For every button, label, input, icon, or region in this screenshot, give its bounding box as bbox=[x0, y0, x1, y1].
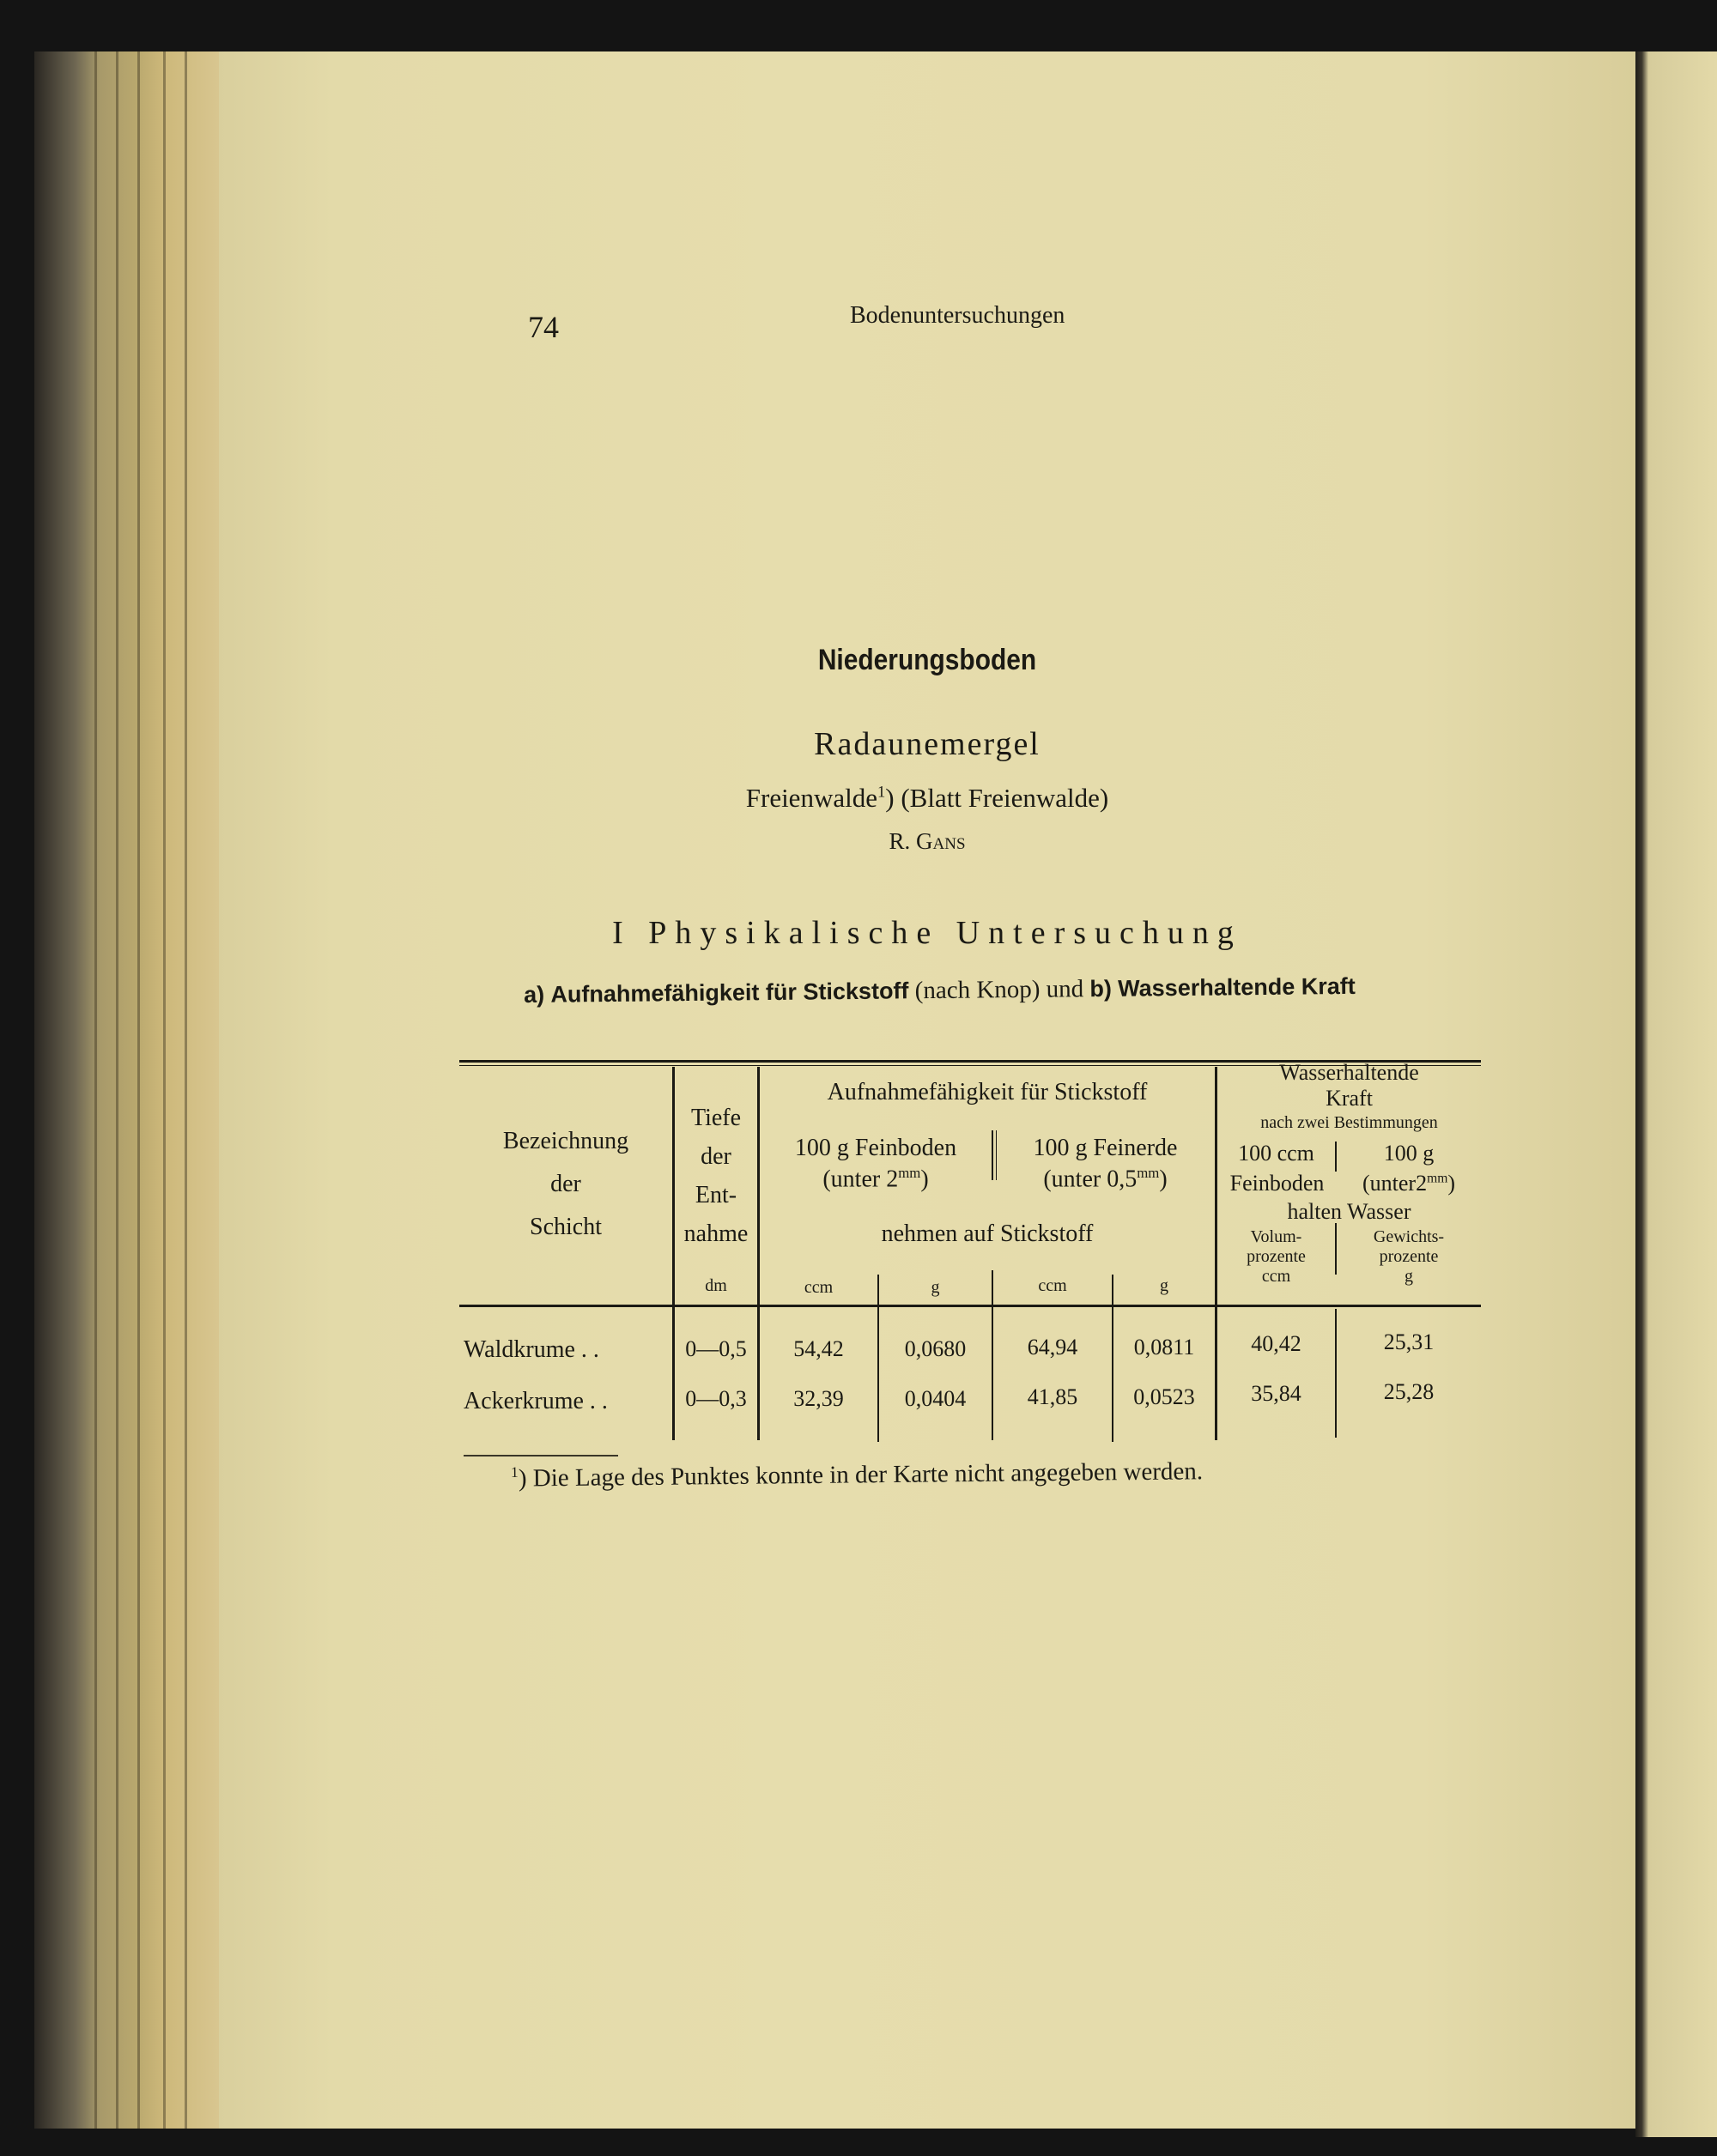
footnote-text: ) Die Lage des Punktes konnte in der Karte nicht angegeben werden. bbox=[518, 1457, 1204, 1493]
header-feinboden bbox=[760, 1133, 992, 1196]
header-tiefe-line: nahme bbox=[683, 1220, 749, 1247]
row-volum: 40,42 bbox=[1251, 1331, 1301, 1356]
page-number: 74 bbox=[528, 310, 559, 344]
row-gewicht: 25,28 bbox=[1383, 1379, 1435, 1404]
subhead-a-prefix: a) bbox=[524, 981, 545, 1008]
wasser-unter-close: ) bbox=[1447, 1171, 1456, 1196]
row-fb-ccm: 32,39 bbox=[793, 1386, 844, 1411]
feinboden-unter-text: (unter 2 bbox=[822, 1166, 899, 1193]
page-title: Niederungsboden bbox=[817, 644, 1037, 676]
header-bottom-rule bbox=[459, 1305, 1481, 1307]
row-volum: 35,84 bbox=[1251, 1381, 1301, 1406]
unit-fb-g: g bbox=[931, 1278, 940, 1297]
unit-fe-ccm: ccm bbox=[1038, 1276, 1067, 1295]
location-name: Freienwalde bbox=[745, 783, 877, 813]
subhead-b-bold: Wasserhaltende Kraft bbox=[1118, 972, 1356, 1002]
subtitle: Radaunemergel bbox=[814, 726, 1041, 762]
subhead-a-rest: (nach Knop) und bbox=[914, 975, 1084, 1005]
header-tiefe-line: der bbox=[701, 1143, 731, 1170]
header-bezeichnung-line: Schicht bbox=[530, 1214, 602, 1240]
wasser-unter-sup: mm bbox=[1427, 1171, 1448, 1186]
footnote-ref: 1 bbox=[877, 783, 886, 802]
header-volum bbox=[1217, 1227, 1335, 1287]
header-feinboden-line: 100 g Feinboden bbox=[794, 1135, 957, 1161]
row-fe-g: 0,0523 bbox=[1133, 1384, 1195, 1409]
header-feinerde-unter bbox=[996, 1164, 1215, 1196]
row-name: Ackerkrume . . bbox=[464, 1388, 608, 1414]
location-line bbox=[219, 783, 1635, 814]
header-wasser-title-line: Kraft bbox=[1326, 1086, 1373, 1111]
header-tiefe bbox=[674, 1099, 758, 1253]
running-head: Bodenuntersuchungen bbox=[850, 302, 1065, 329]
facing-page-edge bbox=[1635, 51, 1717, 2137]
footnote bbox=[511, 1457, 1203, 1493]
author-name: Gans bbox=[916, 828, 966, 854]
author-line bbox=[219, 828, 1635, 855]
row-tiefe: 0—0,5 bbox=[685, 1336, 747, 1361]
header-wasser-title-line: Wasserhaltende bbox=[1279, 1060, 1419, 1085]
book-binding bbox=[34, 51, 219, 2129]
header-wasser-title bbox=[1217, 1060, 1481, 1111]
book-page bbox=[219, 51, 1635, 2129]
subhead-b-prefix: b) bbox=[1089, 975, 1113, 1002]
header-bezeichnung-line: der bbox=[550, 1171, 581, 1197]
feinboden-unter-sup: mm bbox=[898, 1165, 921, 1182]
header-aufnahme-title: Aufnahmefähigkeit für Stickstoff bbox=[827, 1079, 1148, 1105]
header-wasser-sub: nach zwei Bestimmungen bbox=[1260, 1113, 1438, 1132]
row-tiefe: 0—0,3 bbox=[685, 1386, 747, 1411]
header-gewichts-line: g bbox=[1405, 1267, 1413, 1286]
header-wasser-halten: halten Wasser bbox=[1287, 1199, 1411, 1224]
header-wasser-feinboden: Feinboden bbox=[1229, 1171, 1325, 1196]
footnote-mark: 1 bbox=[511, 1463, 519, 1481]
header-bezeichnung bbox=[459, 1120, 672, 1249]
feinboden-unter-close: ) bbox=[920, 1166, 929, 1193]
header-tiefe-line: Tiefe bbox=[690, 1105, 742, 1131]
table-subheading bbox=[524, 972, 1356, 1009]
header-feinerde bbox=[996, 1133, 1215, 1196]
header-volum-line: ccm bbox=[1261, 1267, 1291, 1286]
header-feinerde-line: 100 g Feinerde bbox=[1033, 1135, 1178, 1161]
row-fe-ccm: 41,85 bbox=[1027, 1384, 1078, 1409]
header-feinboden-unter bbox=[760, 1164, 992, 1196]
header-volum-line: prozente bbox=[1247, 1247, 1306, 1266]
col-rule-aufnahme-top bbox=[992, 1130, 993, 1180]
row-fb-ccm: 54,42 bbox=[793, 1336, 844, 1361]
header-gewichts-line: Gewichts- bbox=[1373, 1227, 1445, 1246]
footnote-rule bbox=[464, 1455, 618, 1457]
header-wasser-g: 100 g bbox=[1383, 1141, 1435, 1166]
row-fe-g: 0,0811 bbox=[1133, 1335, 1195, 1360]
header-wasser-unter bbox=[1337, 1169, 1481, 1198]
feinerde-unter-close: ) bbox=[1159, 1166, 1168, 1193]
header-wasser-ccm: 100 ccm bbox=[1238, 1141, 1314, 1166]
header-tiefe-unit: dm bbox=[705, 1276, 727, 1295]
section-heading: I Physikalische Untersuchung bbox=[612, 915, 1242, 951]
data-table bbox=[459, 1060, 1481, 1446]
feinerde-unter-sup: mm bbox=[1137, 1165, 1160, 1182]
header-gewichts bbox=[1337, 1227, 1481, 1287]
feinerde-unter-text: (unter 0,5 bbox=[1043, 1166, 1138, 1193]
header-bezeichnung-line: Bezeichnung bbox=[502, 1128, 629, 1154]
unit-fb-ccm: ccm bbox=[804, 1278, 834, 1297]
row-fb-g: 0,0404 bbox=[904, 1386, 967, 1411]
header-tiefe-line: Ent- bbox=[695, 1182, 737, 1208]
author-initial: R. bbox=[889, 828, 911, 854]
subhead-a-bold: Aufnahmefähigkeit für Stickstoff bbox=[550, 978, 909, 1008]
header-gewichts-line: prozente bbox=[1379, 1247, 1439, 1266]
header-volum-line: Volum- bbox=[1250, 1227, 1302, 1246]
row-fb-g: 0,0680 bbox=[904, 1336, 967, 1361]
unit-fe-g: g bbox=[1160, 1276, 1168, 1295]
row-fe-ccm: 64,94 bbox=[1027, 1335, 1078, 1360]
row-name: Waldkrume . . bbox=[464, 1336, 599, 1363]
location-suffix: ) (Blatt Freienwalde) bbox=[885, 783, 1109, 813]
wasser-unter-text: (unter2 bbox=[1362, 1171, 1428, 1196]
row-gewicht: 25,31 bbox=[1383, 1329, 1435, 1354]
header-nehmen: nehmen auf Stickstoff bbox=[881, 1220, 1094, 1247]
